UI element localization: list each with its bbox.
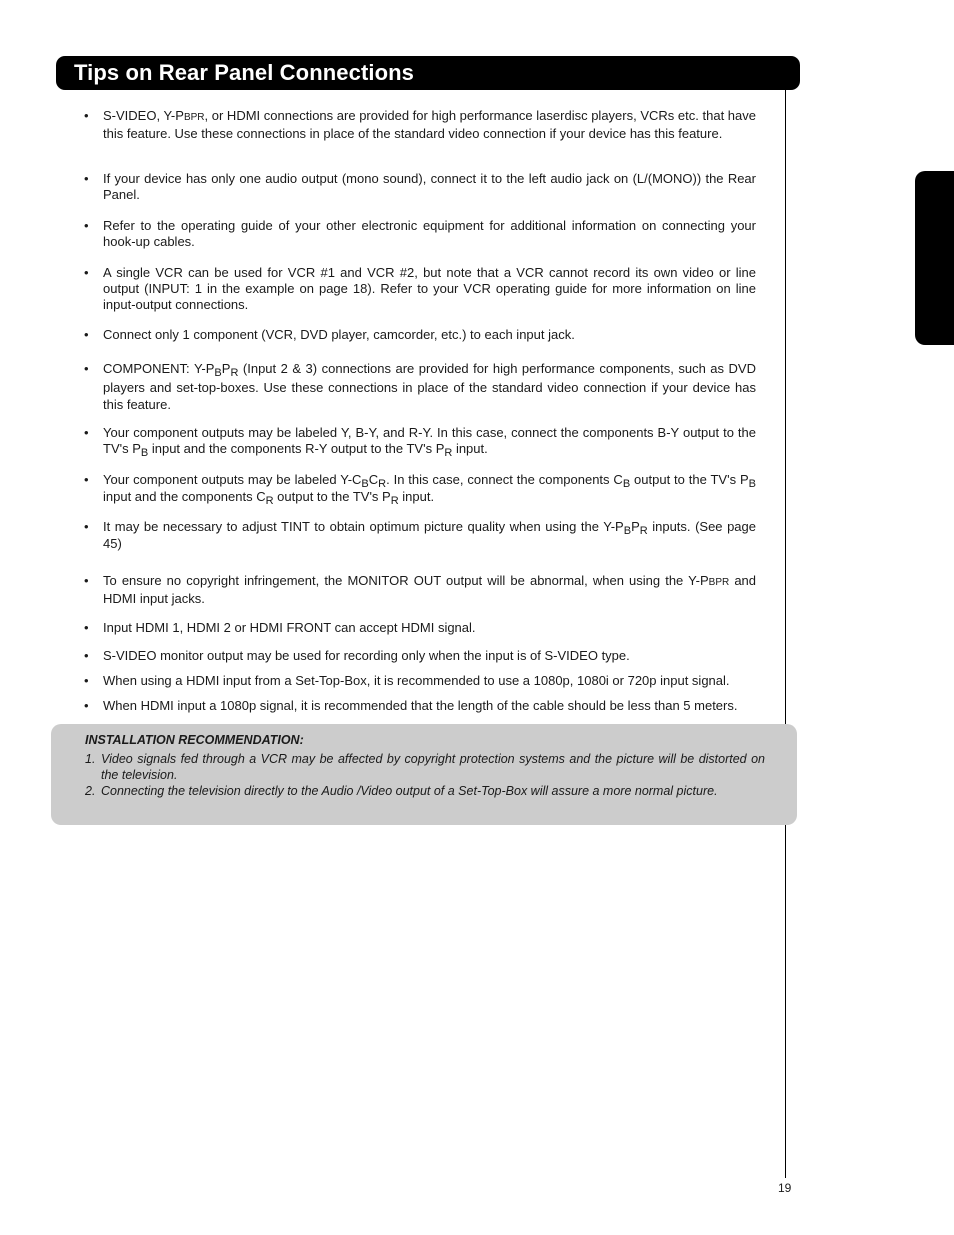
bullet-mark: • xyxy=(84,265,89,280)
bullet-mark: • xyxy=(84,573,89,588)
bullet-mark: • xyxy=(84,108,89,123)
list-item-text: When using a HDMI input from a Set-Top-Box, it is recommended to use a 1080p, 1080i or 720p input signal. xyxy=(103,673,730,688)
list-item-text: S-VIDEO, Y-PBPR, or HDMI connections are provided for high performance laserdisc players, VCRs etc. that have this feature. Use these connections in place of the standard video connection if your device has this feature. xyxy=(103,108,756,141)
bullet-mark: • xyxy=(84,327,89,342)
bullet-mark: • xyxy=(84,620,89,635)
list-item-text: S-VIDEO monitor output may be used for recording only when the input is of S-VIDEO type. xyxy=(103,648,630,663)
list-item-text: Your component outputs may be labeled Y, B-Y, and R-Y. In this case, connect the components B-Y output to the TV's $P_B$ input and the components R-Y output to the TV's $P_R$ input. xyxy=(103,425,756,459)
list-item-text: Input HDMI 1, HDMI 2 or HDMI FRONT can accept HDMI signal. xyxy=(103,620,476,635)
bullet-mark: • xyxy=(84,673,89,688)
page-number: 19 xyxy=(778,1181,792,1195)
bullet-mark: • xyxy=(84,698,89,713)
bullet-mark: • xyxy=(84,519,89,534)
vertical-rule xyxy=(785,88,786,1178)
section-tab xyxy=(915,171,954,345)
list-item-text: A single VCR can be used for VCR #1 and VCR #2, but note that a VCR cannot record its own video or line output (INPUT: 1 in the example on page 18). Refer to your VCR operating guide for more information on line input-output connections. xyxy=(103,265,756,312)
bullet-mark: • xyxy=(84,425,89,440)
page-title: Tips on Rear Panel Connections xyxy=(74,60,414,85)
bullet-mark: • xyxy=(84,648,89,663)
list-item-text: Refer to the operating guide of your other electronic equipment for additional information on connecting your hook-up cables. xyxy=(103,218,756,249)
list-item-text: It may be necessary to adjust TINT to obtain optimum picture quality when using the $Y-P_BP_R$ inputs. (See page 45) xyxy=(103,519,756,551)
bullet-mark: • xyxy=(84,171,89,186)
recommendation-number: 1. xyxy=(85,752,96,766)
bullet-mark: • xyxy=(84,472,89,487)
list-item-text: COMPONENT: $Y-P_BP_R$ (Input 2 & 3) connections are provided for high performance components, such as DVD players and set-top-boxes. Use these connections in place of the standard video connection if your device has this feature. xyxy=(103,361,756,412)
recommendation-title: INSTALLATION RECOMMENDATION: xyxy=(85,733,304,747)
bullet-mark: • xyxy=(84,218,89,233)
recommendation-number: 2. xyxy=(85,784,96,798)
list-item-text: To ensure no copyright infringement, the MONITOR OUT output will be abnormal, when using the Y-PBPR and HDMI input jacks. xyxy=(103,573,757,606)
list-item-text: Your component outputs may be labeled $Y-C_BC_R$. In this case, connect the components $C_B$ output to the TV's $P_B$ input and the components $C_R$ output to the TV's $P_R$ input. xyxy=(103,472,756,507)
bullet-mark: • xyxy=(84,361,89,376)
recommendation-text: Video signals fed through a VCR may be affected by copyright protection systems and the picture will be distorted on the television. xyxy=(101,752,765,782)
list-item-text: Connect only 1 component (VCR, DVD player, camcorder, etc.) to each input jack. xyxy=(103,327,575,342)
list-item-text: If your device has only one audio output (mono sound), connect it to the left audio jack on (L/(MONO)) the Rear Panel. xyxy=(103,171,756,202)
page-title-bar xyxy=(56,56,800,90)
recommendation-text: Connecting the television directly to the Audio /Video output of a Set-Top-Box will assure a more normal picture. xyxy=(101,784,718,798)
list-item-text: When HDMI input a 1080p signal, it is recommended that the length of the cable should be less than 5 meters. xyxy=(103,698,738,713)
